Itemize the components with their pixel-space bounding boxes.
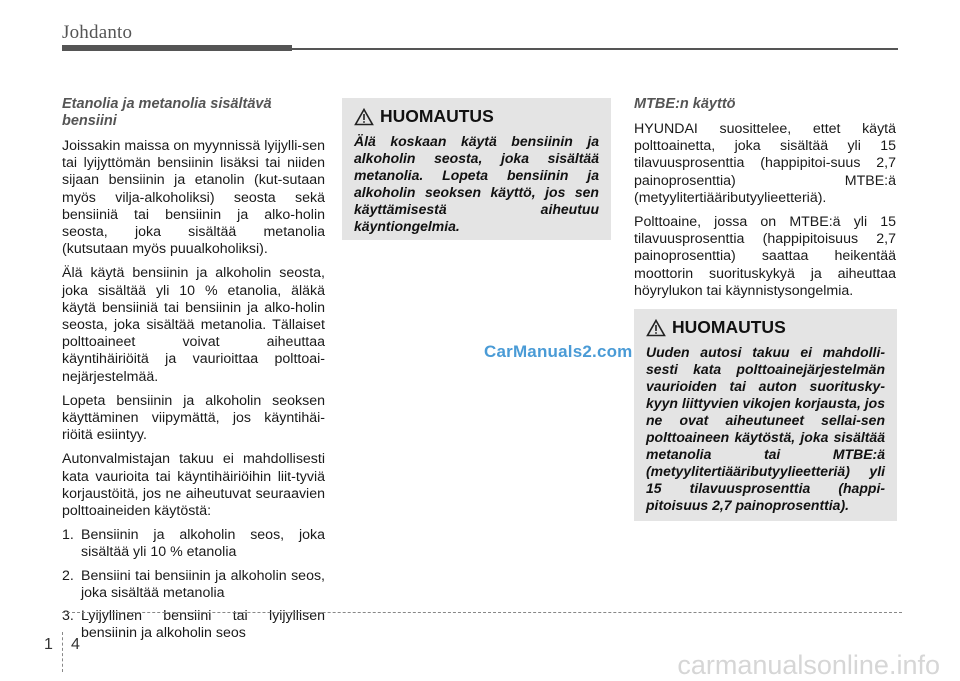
footer-divider: [62, 612, 902, 613]
list-item: [62, 527, 325, 561]
caution-heading-text: HUOMAUTUS: [672, 317, 786, 337]
page-number: 4: [71, 636, 80, 653]
footer-site-watermark: carmanualsonline.info: [677, 650, 940, 680]
caution-box-methanol: [342, 98, 611, 240]
list-text: Lyijyllinen bensiini tai lyijyllisen bensiinin ja alkoholin seos: [81, 608, 325, 642]
fuel-list: [62, 527, 325, 642]
list-number: 1.: [62, 527, 74, 544]
page-header-title: Johdanto: [62, 22, 133, 43]
left-column: [62, 96, 325, 648]
footer-vertical-divider: [62, 632, 63, 672]
caution-box-warranty: [634, 309, 897, 521]
caution-body: Uuden autosi takuu ei mahdolli-sesti kata polttoainejärjestelmän vaurioiden tai auton suoritusky-kyyn liittyvien vikojen korjausta, jos ne ovat aiheutuneet sellai-sen polttoaineen käytöstä, joka sisältää metanolia tai MTBE:ä (metyylitertiääributyylieetteriä) yli 15 tilavuusprosenttia (happi-pitoisuus 2,7 painoprosenttia).: [646, 344, 885, 513]
list-item: [62, 608, 325, 642]
caution-body: Älä koskaan käytä bensiinin ja alkoholin seosta, joka sisältää metanolia. Lopeta bensiinin ja alkoholin seoksen käyttö, jos sen käyttämisestä aiheutuu käyntiongelmia.: [354, 133, 599, 234]
warning-triangle-icon: [646, 319, 666, 337]
paragraph: Älä käytä bensiinin ja alkoholin seosta, joka sisältää yli 10 % etanolia, äläkä käytä bensiiniä tai bensiinin ja alko-holin seosta, joka sisältää metanolia. Tällaiset polttoaineet voivat aiheuttaa käyntihäiriöitä ja vaurioittaa polttoai-nejärjestelmää.: [62, 265, 325, 385]
chapter-number: 1: [44, 636, 53, 653]
paragraph: Polttoaine, jossa on MTBE:ä yli 15 tilavuusprosenttia (happipitoisuus 2,7 painoprosenttia) saattaa heikentää moottorin suorituskykyä ja aiheuttaa höyrylukon tai käynnistysongelmia.: [634, 214, 896, 299]
paragraph: Lopeta bensiinin ja alkoholin seoksen käyttäminen viipymättä, jos käyntihäi-riöitä esiintyy.: [62, 392, 325, 444]
paragraph: Autonvalmistajan takuu ei mahdollisesti kata vaurioita tai käyntihäiriöihin liit-tyviä korjaustöitä, jos ne aiheutuvat seuraavien polttoaineiden käytöstä:: [62, 451, 325, 520]
paragraph: HYUNDAI suosittelee, ettet käytä polttoainetta, joka sisältää yli 15 tilavuusprosenttia (happipitoi-suus 2,7 painoprosenttia) MTBE:ä (metyylitertiääributyylieetteriä).: [634, 121, 896, 206]
list-text: Bensiini tai bensiinin ja alkoholin seos, joka sisältää metanolia: [81, 567, 325, 601]
caution-heading: [646, 317, 885, 338]
header-rule-thin: [292, 48, 898, 50]
list-text: Bensiinin ja alkoholin seos, joka sisältää yli 10 % etanolia: [81, 527, 325, 561]
caution-heading: [354, 106, 599, 127]
header-rule-thick: [62, 45, 292, 51]
warning-triangle-icon: [354, 108, 374, 126]
watermark-link[interactable]: CarManuals2.com: [484, 342, 633, 361]
section-title-ethanol: Etanolia ja metanolia sisältävä bensiini: [62, 96, 272, 129]
caution-heading-text: HUOMAUTUS: [380, 106, 494, 126]
list-item: [62, 568, 325, 602]
section-title-mtbe: MTBE:n käyttö: [634, 96, 736, 112]
right-column: [634, 96, 896, 307]
list-number: 2.: [62, 567, 74, 584]
list-number: 3.: [62, 608, 74, 625]
paragraph: Joissakin maissa on myynnissä lyijylli-sen tai lyijyttömän bensiinin lisäksi tai niiden sijaan bensiinin ja etanolin (kut-sutaan myös vilja-alkoholiksi) seosta sekä bensiiniä tai bensiinin ja alko-holin seosta, joka sisältää metanolia (kutsutaan myös puualkoholiksi).: [62, 138, 325, 258]
